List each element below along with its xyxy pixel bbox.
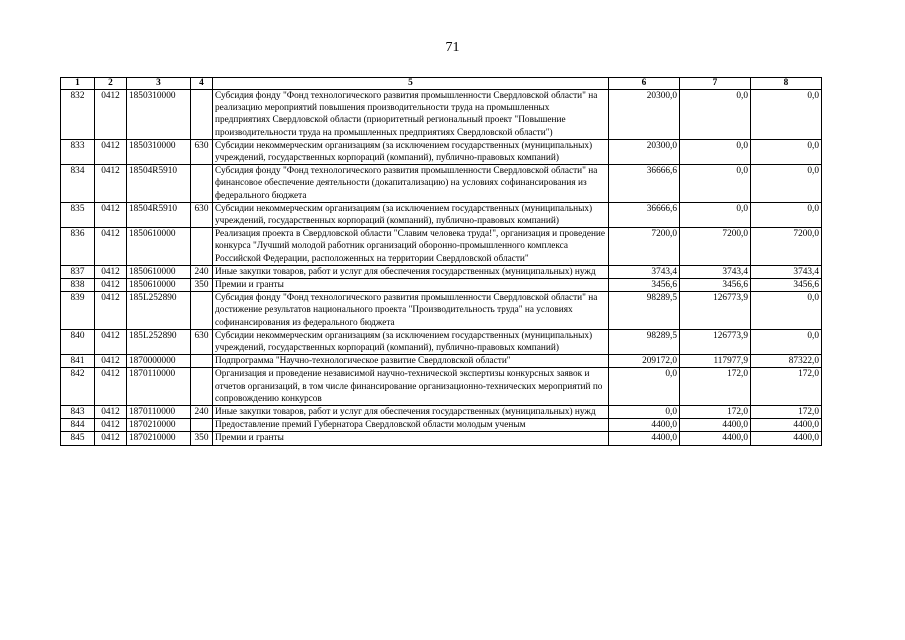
- item-name: Субсидии некоммерческим организациям (за исключением государственных (муниципальных) учреждений, государственных корпораций (компаний), публично-правовых компаний): [213, 202, 609, 227]
- expense-type-code: [191, 292, 213, 330]
- header-cell: 6: [609, 78, 680, 90]
- row-number: 843: [61, 406, 95, 419]
- table-row: [61, 355, 822, 368]
- target-article-code: 1850310000: [127, 139, 191, 164]
- item-name: Предоставление премий Губернатора Свердловской области молодым ученым: [213, 419, 609, 432]
- amount-col-8: 3743,4: [751, 265, 822, 278]
- expense-type-code: 630: [191, 139, 213, 164]
- target-article-code: 1870000000: [127, 355, 191, 368]
- amount-col-6: 4400,0: [609, 432, 680, 445]
- table-row: [61, 139, 822, 164]
- amount-col-8: 172,0: [751, 406, 822, 419]
- table-body: [61, 90, 822, 446]
- target-article-code: 1850610000: [127, 228, 191, 266]
- table-row: [61, 279, 822, 292]
- item-name: Субсидия фонду "Фонд технологического развития промышленности Свердловской области" на реализацию мероприятий повышения производительности труда на промышленных предприятиях Свердловской области (приоритетный региональный проект "Повышение производительности труда на промышленных предприятиях Свердловской области"): [213, 90, 609, 140]
- expense-type-code: 240: [191, 406, 213, 419]
- expense-type-code: 350: [191, 432, 213, 445]
- section-code: 0412: [95, 406, 127, 419]
- item-name: Премии и гранты: [213, 279, 609, 292]
- amount-col-6: 20300,0: [609, 139, 680, 164]
- item-name: Подпрограмма "Научно-технологическое развитие Свердловской области": [213, 355, 609, 368]
- amount-col-6: 98289,5: [609, 329, 680, 354]
- amount-col-6: 20300,0: [609, 90, 680, 140]
- amount-col-8: 0,0: [751, 202, 822, 227]
- table-row: [61, 406, 822, 419]
- amount-col-8: 0,0: [751, 90, 822, 140]
- row-number: 845: [61, 432, 95, 445]
- target-article-code: 18504R5910: [127, 165, 191, 203]
- row-number: 836: [61, 228, 95, 266]
- amount-col-7: 0,0: [680, 139, 751, 164]
- table-row: [61, 90, 822, 140]
- item-name: Иные закупки товаров, работ и услуг для обеспечения государственных (муниципальных) нужд: [213, 265, 609, 278]
- row-number: 842: [61, 368, 95, 406]
- section-code: 0412: [95, 165, 127, 203]
- item-name: Субсидия фонду "Фонд технологического развития промышленности Свердловской области" на финансовое обеспечение деятельности (докапитализацию) на условиях софинансирования из федерального бюджета: [213, 165, 609, 203]
- amount-col-8: 0,0: [751, 165, 822, 203]
- page-number: 71: [445, 40, 460, 55]
- table-row: [61, 228, 822, 266]
- section-code: 0412: [95, 329, 127, 354]
- amount-col-6: 4400,0: [609, 419, 680, 432]
- amount-col-7: 117977,9: [680, 355, 751, 368]
- row-number: 838: [61, 279, 95, 292]
- expense-type-code: 630: [191, 202, 213, 227]
- item-name: Субсидии некоммерческим организациям (за исключением государственных (муниципальных) учреждений, государственных корпораций (компаний), публично-правовых компаний): [213, 139, 609, 164]
- amount-col-6: 0,0: [609, 406, 680, 419]
- amount-col-8: 87322,0: [751, 355, 822, 368]
- amount-col-8: 4400,0: [751, 419, 822, 432]
- section-code: 0412: [95, 202, 127, 227]
- item-name: Премии и гранты: [213, 432, 609, 445]
- expense-type-code: 630: [191, 329, 213, 354]
- row-number: 844: [61, 419, 95, 432]
- target-article-code: 1850610000: [127, 279, 191, 292]
- item-name: Организация и проведение независимой научно-технической экспертизы конкурсных заявок и отчетов организаций, в том числе финансирование организационно-технических мероприятий по сопровождению конкурсов: [213, 368, 609, 406]
- amount-col-7: 7200,0: [680, 228, 751, 266]
- header-cell: 4: [191, 78, 213, 90]
- amount-col-6: 7200,0: [609, 228, 680, 266]
- row-number: 835: [61, 202, 95, 227]
- target-article-code: 1870110000: [127, 368, 191, 406]
- expense-type-code: [191, 419, 213, 432]
- target-article-code: 185L252890: [127, 292, 191, 330]
- row-number: 841: [61, 355, 95, 368]
- item-name: Иные закупки товаров, работ и услуг для обеспечения государственных (муниципальных) нужд: [213, 406, 609, 419]
- row-number: 837: [61, 265, 95, 278]
- header-cell: 2: [95, 78, 127, 90]
- table-row: [61, 292, 822, 330]
- table-row: [61, 165, 822, 203]
- amount-col-7: 172,0: [680, 406, 751, 419]
- amount-col-8: 0,0: [751, 292, 822, 330]
- table-row: [61, 329, 822, 354]
- amount-col-6: 36666,6: [609, 165, 680, 203]
- amount-col-8: 3456,6: [751, 279, 822, 292]
- item-name: Субсидии некоммерческим организациям (за исключением государственных (муниципальных) учреждений, государственных корпораций (компаний), публично-правовых компаний): [213, 329, 609, 354]
- header-cell: 7: [680, 78, 751, 90]
- expense-type-code: [191, 228, 213, 266]
- section-code: 0412: [95, 419, 127, 432]
- amount-col-8: 172,0: [751, 368, 822, 406]
- amount-col-6: 3456,6: [609, 279, 680, 292]
- section-code: 0412: [95, 279, 127, 292]
- amount-col-6: 98289,5: [609, 292, 680, 330]
- amount-col-7: 126773,9: [680, 292, 751, 330]
- row-number: 839: [61, 292, 95, 330]
- amount-col-7: 4400,0: [680, 419, 751, 432]
- amount-col-8: 4400,0: [751, 432, 822, 445]
- amount-col-7: 3456,6: [680, 279, 751, 292]
- target-article-code: 185L252890: [127, 329, 191, 354]
- amount-col-8: 0,0: [751, 329, 822, 354]
- target-article-code: 1870210000: [127, 419, 191, 432]
- table-row: [61, 265, 822, 278]
- row-number: 834: [61, 165, 95, 203]
- amount-col-8: 0,0: [751, 139, 822, 164]
- amount-col-7: 126773,9: [680, 329, 751, 354]
- section-code: 0412: [95, 90, 127, 140]
- amount-col-7: 0,0: [680, 90, 751, 140]
- row-number: 833: [61, 139, 95, 164]
- expense-type-code: [191, 355, 213, 368]
- target-article-code: 1850310000: [127, 90, 191, 140]
- expense-type-code: [191, 368, 213, 406]
- budget-table: [60, 77, 822, 446]
- section-code: 0412: [95, 368, 127, 406]
- target-article-code: 1850610000: [127, 265, 191, 278]
- row-number: 840: [61, 329, 95, 354]
- expense-type-code: 240: [191, 265, 213, 278]
- item-name: Субсидия фонду "Фонд технологического развития промышленности Свердловской области" на достижение результатов национального проекта "Производительность труда" на условиях софинансирования из федерального бюджета: [213, 292, 609, 330]
- target-article-code: 1870110000: [127, 406, 191, 419]
- section-code: 0412: [95, 139, 127, 164]
- header-cell: 3: [127, 78, 191, 90]
- amount-col-7: 0,0: [680, 165, 751, 203]
- table-row: [61, 368, 822, 406]
- header-cell: 5: [213, 78, 609, 90]
- section-code: 0412: [95, 432, 127, 445]
- expense-type-code: 350: [191, 279, 213, 292]
- target-article-code: 1870210000: [127, 432, 191, 445]
- amount-col-7: 0,0: [680, 202, 751, 227]
- header-row: [61, 78, 822, 90]
- amount-col-6: 0,0: [609, 368, 680, 406]
- amount-col-8: 7200,0: [751, 228, 822, 266]
- table-row: [61, 419, 822, 432]
- amount-col-7: 4400,0: [680, 432, 751, 445]
- section-code: 0412: [95, 292, 127, 330]
- section-code: 0412: [95, 228, 127, 266]
- item-name: Реализация проекта в Свердловской области "Славим человека труда!", организация и проведение конкурса "Лучший молодой работник организаций оборонно-промышленного комплекса Российской Федерации, расположенных на территории Свердловской области": [213, 228, 609, 266]
- amount-col-6: 3743,4: [609, 265, 680, 278]
- target-article-code: 18504R5910: [127, 202, 191, 227]
- expense-type-code: [191, 90, 213, 140]
- expense-type-code: [191, 165, 213, 203]
- section-code: 0412: [95, 355, 127, 368]
- header-cell: 1: [61, 78, 95, 90]
- row-number: 832: [61, 90, 95, 140]
- table-row: [61, 432, 822, 445]
- section-code: 0412: [95, 265, 127, 278]
- amount-col-7: 3743,4: [680, 265, 751, 278]
- table-row: [61, 202, 822, 227]
- amount-col-6: 209172,0: [609, 355, 680, 368]
- amount-col-6: 36666,6: [609, 202, 680, 227]
- amount-col-7: 172,0: [680, 368, 751, 406]
- header-cell: 8: [751, 78, 822, 90]
